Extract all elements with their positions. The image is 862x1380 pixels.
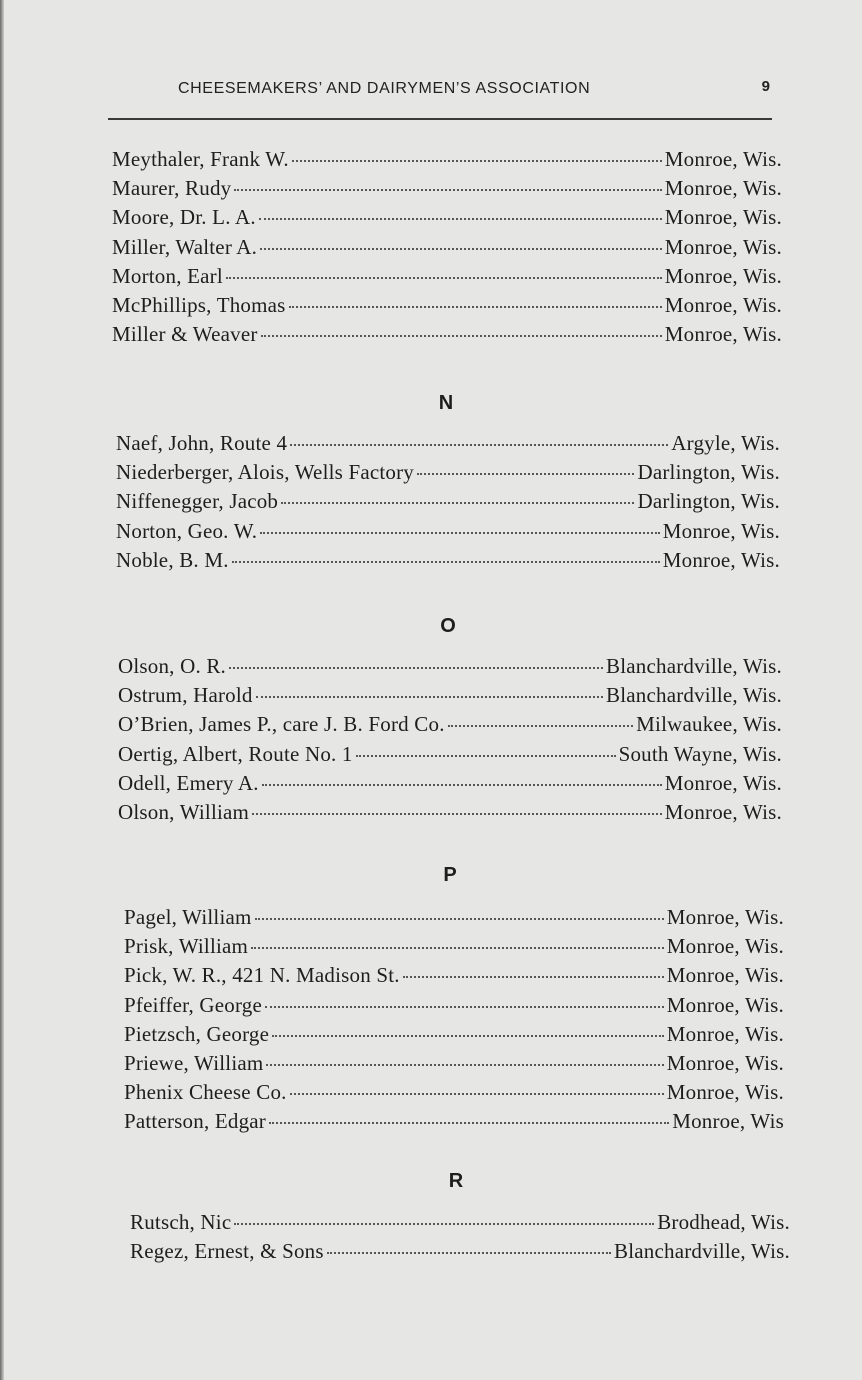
member-name: O’Brien, James P., care J. B. Ford Co. bbox=[118, 712, 445, 737]
section-letter-r: R bbox=[448, 1170, 464, 1192]
section-m bbox=[112, 147, 782, 351]
list-item bbox=[116, 548, 780, 577]
member-place: Monroe, Wis. bbox=[664, 322, 782, 347]
list-item bbox=[124, 1051, 784, 1080]
list-item bbox=[116, 489, 780, 518]
section-n bbox=[116, 431, 780, 577]
member-name: Norton, Geo. W. bbox=[116, 518, 258, 543]
dot-leader bbox=[232, 561, 660, 563]
list-item bbox=[118, 712, 782, 741]
member-place: Argyle, Wis. bbox=[671, 431, 780, 455]
member-place: Monroe, Wis. bbox=[664, 292, 782, 317]
member-place: Monroe, Wis. bbox=[662, 518, 780, 543]
dot-leader bbox=[403, 976, 664, 978]
page-binding-edge bbox=[0, 0, 4, 1380]
dot-leader bbox=[327, 1252, 611, 1254]
dot-leader bbox=[272, 1035, 664, 1037]
dot-leader bbox=[251, 947, 664, 949]
dot-leader bbox=[448, 725, 634, 727]
member-name: Phenix Cheese Co. bbox=[124, 1080, 287, 1105]
member-name: Noble, B. M. bbox=[116, 547, 229, 572]
member-place: Darlington, Wis. bbox=[637, 489, 780, 514]
list-item bbox=[112, 322, 782, 351]
dot-leader bbox=[356, 755, 616, 757]
member-place: Monroe, Wis. bbox=[664, 147, 782, 171]
list-item bbox=[116, 460, 780, 489]
list-item bbox=[118, 683, 782, 712]
dot-leader bbox=[260, 532, 660, 534]
member-name: Olson, O. R. bbox=[118, 654, 226, 678]
member-name: Maurer, Rudy bbox=[112, 176, 232, 201]
member-name: Niederberger, Alois, Wells Factory bbox=[116, 460, 415, 485]
member-place: South Wayne, Wis. bbox=[618, 741, 782, 766]
member-name: Patterson, Edgar bbox=[124, 1109, 266, 1134]
running-head: CHEESEMAKERS’ AND DAIRYMEN’S ASSOCIATION bbox=[178, 80, 591, 97]
section-letter-n: N bbox=[438, 392, 454, 414]
list-item bbox=[118, 742, 782, 771]
dot-leader bbox=[281, 502, 634, 504]
list-item bbox=[112, 235, 782, 264]
list-item bbox=[112, 176, 782, 205]
dot-leader bbox=[234, 189, 661, 191]
list-item bbox=[112, 293, 782, 322]
list-item bbox=[112, 147, 782, 176]
dot-leader bbox=[229, 667, 603, 669]
member-name: Pietzsch, George bbox=[124, 1021, 270, 1046]
member-place: Blanchardville, Wis. bbox=[606, 654, 782, 678]
list-item bbox=[124, 1022, 784, 1051]
list-item bbox=[116, 519, 780, 548]
dot-leader bbox=[256, 696, 603, 698]
section-letter-p: P bbox=[443, 864, 457, 886]
member-name: Pagel, William bbox=[124, 905, 252, 929]
header-rule bbox=[108, 118, 772, 120]
member-place: Monroe, Wis. bbox=[666, 1050, 784, 1075]
member-name: Miller & Weaver bbox=[112, 322, 258, 347]
member-name: Odell, Emery A. bbox=[118, 770, 259, 795]
member-name: Ostrum, Harold bbox=[118, 683, 253, 708]
dot-leader bbox=[292, 160, 662, 162]
member-name: Meythaler, Frank W. bbox=[112, 147, 289, 171]
member-name: Naef, John, Route 4 bbox=[116, 431, 288, 455]
member-place: Monroe, Wis. bbox=[666, 992, 784, 1017]
section-o bbox=[118, 654, 782, 829]
list-item bbox=[124, 963, 784, 992]
list-item bbox=[130, 1210, 790, 1239]
dot-leader bbox=[259, 218, 662, 220]
member-name: Pick, W. R., 421 N. Madison St. bbox=[124, 963, 400, 988]
dot-leader bbox=[265, 1006, 664, 1008]
dot-leader bbox=[226, 277, 662, 279]
member-name: Niffenegger, Jacob bbox=[116, 489, 279, 514]
member-name: Prisk, William bbox=[124, 934, 249, 959]
member-name: Rutsch, Nic bbox=[130, 1210, 232, 1234]
member-place: Blanchardville, Wis. bbox=[614, 1239, 790, 1264]
member-name: Oertig, Albert, Route No. 1 bbox=[118, 741, 353, 766]
dot-leader bbox=[260, 248, 662, 250]
dot-leader bbox=[234, 1223, 654, 1225]
member-name: Morton, Earl bbox=[112, 263, 223, 288]
member-place: Monroe, Wis. bbox=[666, 1021, 784, 1046]
member-place: Monroe, Wis. bbox=[664, 176, 782, 201]
list-item bbox=[112, 264, 782, 293]
list-item bbox=[118, 771, 782, 800]
section-r bbox=[130, 1210, 790, 1268]
member-place: Blanchardville, Wis. bbox=[606, 683, 782, 708]
list-item bbox=[124, 1080, 784, 1109]
member-place: Milwaukee, Wis. bbox=[636, 712, 782, 737]
member-place: Monroe, Wis. bbox=[664, 205, 782, 230]
member-place: Monroe, Wis. bbox=[664, 263, 782, 288]
member-place: Monroe, Wis. bbox=[666, 934, 784, 959]
dot-leader bbox=[261, 335, 662, 337]
section-letter-o: O bbox=[440, 615, 456, 637]
dot-leader bbox=[290, 1093, 664, 1095]
member-place: Monroe, Wis. bbox=[664, 234, 782, 259]
dot-leader bbox=[290, 444, 668, 446]
member-place: Monroe, Wis. bbox=[664, 770, 782, 795]
dot-leader bbox=[252, 813, 662, 815]
member-name: Miller, Walter A. bbox=[112, 234, 258, 259]
dot-leader bbox=[266, 1064, 663, 1066]
member-name: Olson, William bbox=[118, 799, 250, 824]
section-p bbox=[124, 905, 784, 1139]
list-item bbox=[124, 1109, 784, 1138]
page-number: 9 bbox=[761, 78, 770, 95]
dot-leader bbox=[417, 473, 634, 475]
member-place: Brodhead, Wis. bbox=[657, 1210, 790, 1234]
dot-leader bbox=[262, 784, 662, 786]
list-item bbox=[116, 431, 780, 460]
list-item bbox=[124, 934, 784, 963]
member-place: Monroe, Wis. bbox=[664, 799, 782, 824]
member-place: Monroe, Wis. bbox=[666, 963, 784, 988]
list-item bbox=[124, 905, 784, 934]
member-name: Priewe, William bbox=[124, 1050, 264, 1075]
member-place: Darlington, Wis. bbox=[637, 460, 780, 485]
member-place: Monroe, Wis. bbox=[666, 1080, 784, 1105]
member-place: Monroe, Wis. bbox=[662, 547, 780, 572]
list-item bbox=[124, 993, 784, 1022]
list-item bbox=[118, 654, 782, 683]
member-place: Monroe, Wis bbox=[672, 1109, 784, 1134]
list-item bbox=[130, 1239, 790, 1268]
list-item bbox=[118, 800, 782, 829]
dot-leader bbox=[289, 306, 662, 308]
member-name: Moore, Dr. L. A. bbox=[112, 205, 256, 230]
member-place: Monroe, Wis. bbox=[666, 905, 784, 929]
page-header bbox=[108, 76, 772, 120]
list-item bbox=[112, 205, 782, 234]
member-name: McPhillips, Thomas bbox=[112, 292, 286, 317]
dot-leader bbox=[255, 918, 664, 920]
member-name: Pfeiffer, George bbox=[124, 992, 263, 1017]
dot-leader bbox=[269, 1122, 669, 1124]
member-name: Regez, Ernest, & Sons bbox=[130, 1239, 324, 1264]
